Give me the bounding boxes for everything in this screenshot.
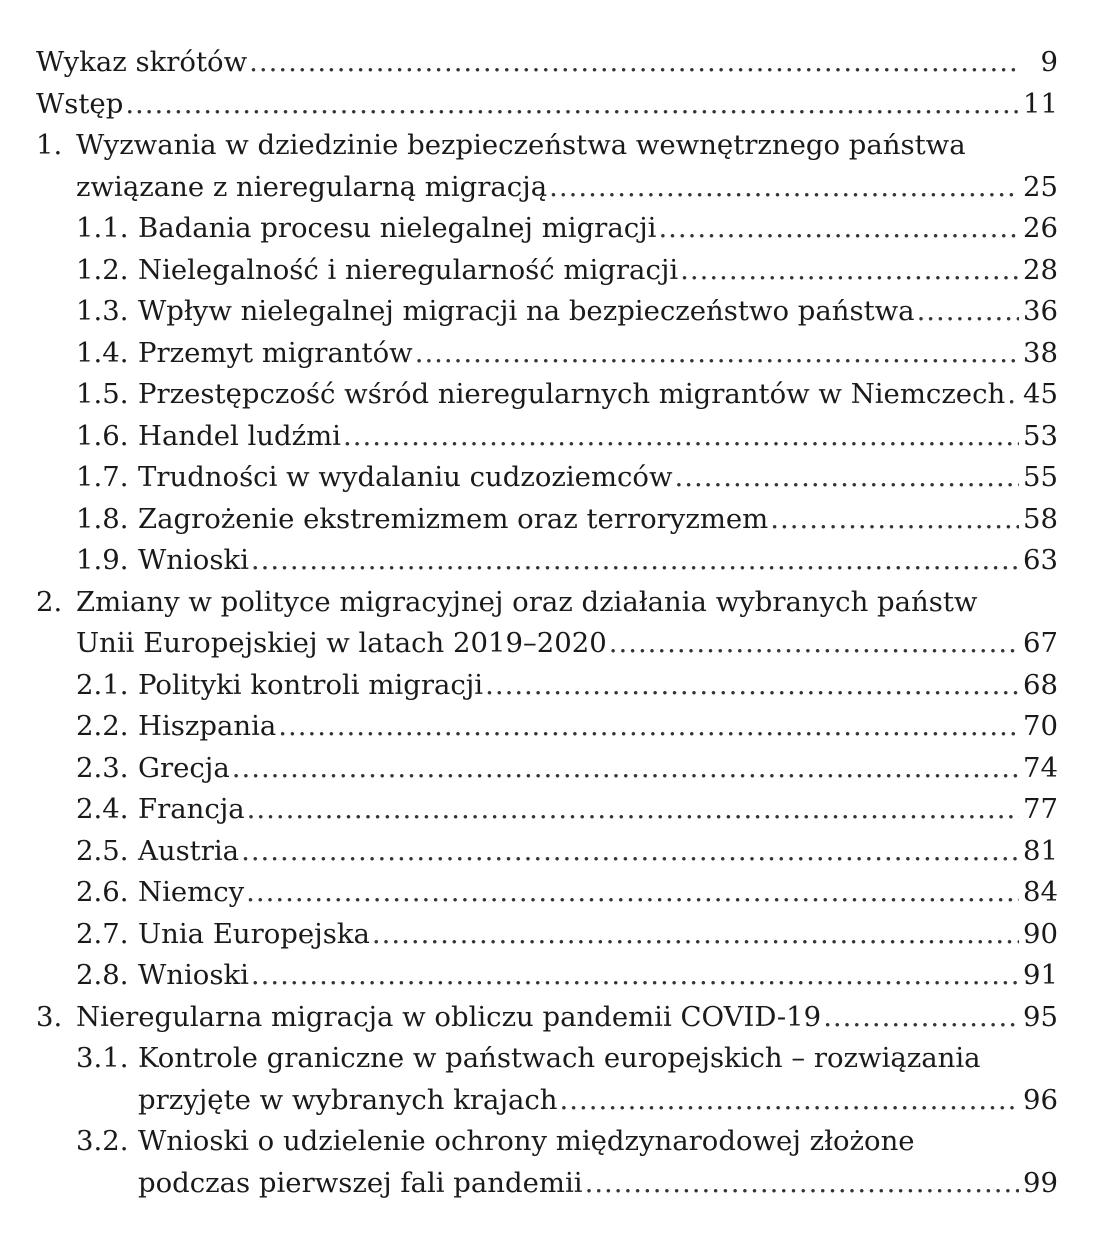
toc-page-number: 99 [1023,1166,1058,1199]
toc-number: 3.2. [76,1125,129,1157]
toc-page-number: 55 [1023,461,1058,493]
dot-leader [675,457,1019,499]
toc-entry-1-9[interactable] [36,540,1058,582]
dot-leader [343,416,1019,458]
dot-leader [125,84,1019,126]
toc-title: Francja [138,793,245,825]
toc-page-number: 77 [1023,793,1058,825]
toc-number: 2.6. [76,876,129,908]
dot-leader [823,997,1019,1039]
toc-number: 3. [36,1000,63,1033]
dot-leader [278,706,1019,748]
toc-title-continuation: Unii Europejskiej w latach 2019–2020 [76,627,607,659]
toc-page-number: 81 [1023,834,1058,867]
toc-number: 1.7. [76,461,129,493]
toc-page-number: 91 [1023,959,1058,991]
dot-leader [247,789,1019,831]
toc-number: 1.2. [76,253,129,286]
dot-leader [251,955,1019,997]
toc-page-number: 84 [1023,876,1058,908]
toc-entry-wstep[interactable] [36,84,1058,126]
dot-leader [917,291,1019,333]
toc-number: 2. [36,585,63,618]
toc-page-number: 45 [1023,378,1058,410]
toc-page-number: 70 [1023,710,1058,742]
dot-leader [680,250,1019,292]
toc-entry-1-4[interactable] [36,333,1058,375]
toc-title: Trudności w wydalaniu cudzoziemców [138,461,673,493]
toc-page-number: 67 [1023,627,1058,659]
toc-entry-2-1[interactable] [36,665,1058,707]
toc-title: Hiszpania [138,710,277,742]
toc-title: Wnioski [138,959,249,991]
toc-page-number: 11 [1023,87,1058,120]
toc-title: Wpływ nielegalnej migracji na bezpieczeństwo państwa [138,295,915,327]
toc-number: 1. [36,129,63,161]
toc-number: 1.4. [76,336,129,369]
toc-entry-1-3[interactable] [36,291,1058,333]
toc-entry-chapter-1[interactable] [36,125,1058,208]
toc-title: Zmiany w polityce migracyjnej oraz działania wybranych państw [76,585,978,618]
toc-number: 1.1. [76,212,129,244]
toc-number: 2.1. [76,668,129,701]
toc-entry-1-7[interactable] [36,457,1058,499]
toc-entry-2-6[interactable] [36,872,1058,914]
toc-page-number: 25 [1023,170,1058,203]
toc-title: Wnioski o udzielenie ochrony międzynarodowej złożone [138,1125,915,1157]
dot-leader [232,748,1019,790]
toc-title: Kontrole graniczne w państwach europejskich – rozwiązania [138,1042,981,1074]
dot-leader [415,333,1019,375]
dot-leader [658,208,1019,250]
toc-page-number: 96 [1023,1083,1058,1116]
dot-leader [549,167,1019,209]
toc-number: 2.2. [76,710,129,742]
dot-leader [609,623,1019,665]
toc-page-number: 95 [1023,1000,1058,1033]
toc-number: 1.3. [76,295,129,327]
toc-page-number: 26 [1023,212,1058,244]
toc-entry-1-2[interactable] [36,250,1058,292]
toc-title: Niemcy [138,876,245,908]
toc-number: 2.3. [76,751,129,784]
toc-page-number: 36 [1023,295,1058,327]
toc-title: Austria [138,834,240,867]
toc-number: 2.7. [76,917,129,950]
toc-page-number: 63 [1023,544,1058,576]
toc-number: 1.8. [76,502,129,535]
toc-entry-2-3[interactable] [36,748,1058,790]
toc-title: Polityki kontroli migracji [138,668,484,701]
toc-title-continuation: związane z nieregularną migracją [76,170,548,203]
toc-page-number: 90 [1023,917,1058,950]
dot-leader [1007,374,1019,416]
toc-entry-2-7[interactable] [36,914,1058,956]
toc-number: 2.5. [76,834,129,867]
toc-entry-2-2[interactable] [36,706,1058,748]
toc-number: 1.5. [76,378,129,410]
toc-title: Wyzwania w dziedzinie bezpieczeństwa wewnętrznego państwa [76,129,966,161]
toc-title: Handel ludźmi [138,419,341,452]
toc-title: Wnioski [138,544,249,576]
toc-title-continuation: przyjęte w wybranych krajach [138,1083,558,1116]
table-of-contents [36,42,1058,1204]
toc-page-number: 9 [1040,46,1058,78]
toc-entry-1-8[interactable] [36,499,1058,541]
toc-entry-1-1[interactable] [36,208,1058,250]
toc-entry-1-6[interactable] [36,416,1058,458]
toc-title: Wstęp [36,87,124,120]
toc-entry-2-8[interactable] [36,955,1058,997]
toc-entry-2-5[interactable] [36,831,1058,873]
toc-number: 2.4. [76,793,129,825]
toc-title: Zagrożenie ekstremizmem oraz terroryzmem [138,502,769,535]
toc-entry-3-2[interactable] [36,1121,1058,1204]
toc-page-number: 53 [1023,419,1058,452]
toc-title: Nielegalność i nieregularność migracji [138,253,679,286]
toc-page-number: 38 [1023,336,1058,369]
toc-title: Przestępczość wśród nieregularnych migrantów w Niemczech [138,378,1006,410]
toc-page-number: 74 [1023,751,1058,784]
toc-title-continuation: podczas pierwszej fali pandemii [138,1166,583,1199]
toc-entry-wykaz-skrotow[interactable] [36,42,1058,84]
dot-leader [249,42,1020,84]
toc-entry-3-1[interactable] [36,1038,1058,1121]
dot-leader [251,540,1019,582]
dot-leader [770,499,1019,541]
toc-entry-chapter-3[interactable] [36,997,1058,1039]
toc-page-number: 58 [1023,502,1058,535]
toc-page-number: 28 [1023,253,1058,286]
toc-entry-chapter-2[interactable] [36,582,1058,665]
toc-number: 2.8. [76,959,129,991]
toc-title: Nieregularna migracja w obliczu pandemii COVID-19 [76,1000,822,1033]
toc-entry-1-5[interactable] [36,374,1058,416]
toc-title: Unia Europejska [138,917,370,950]
dot-leader [485,665,1019,707]
toc-page-number: 68 [1023,668,1058,701]
toc-number: 1.6. [76,419,129,452]
toc-title: Badania procesu nielegalnej migracji [138,212,657,244]
toc-number: 1.9. [76,544,129,576]
toc-title: Grecja [138,751,230,784]
dot-leader [246,872,1019,914]
dot-leader [585,1163,1019,1205]
dot-leader [559,1080,1019,1122]
dot-leader [241,831,1019,873]
toc-number: 3.1. [76,1042,129,1074]
toc-entry-2-4[interactable] [36,789,1058,831]
dot-leader [372,914,1019,956]
toc-title: Przemyt migrantów [138,336,413,369]
toc-title: Wykaz skrótów [36,46,248,78]
